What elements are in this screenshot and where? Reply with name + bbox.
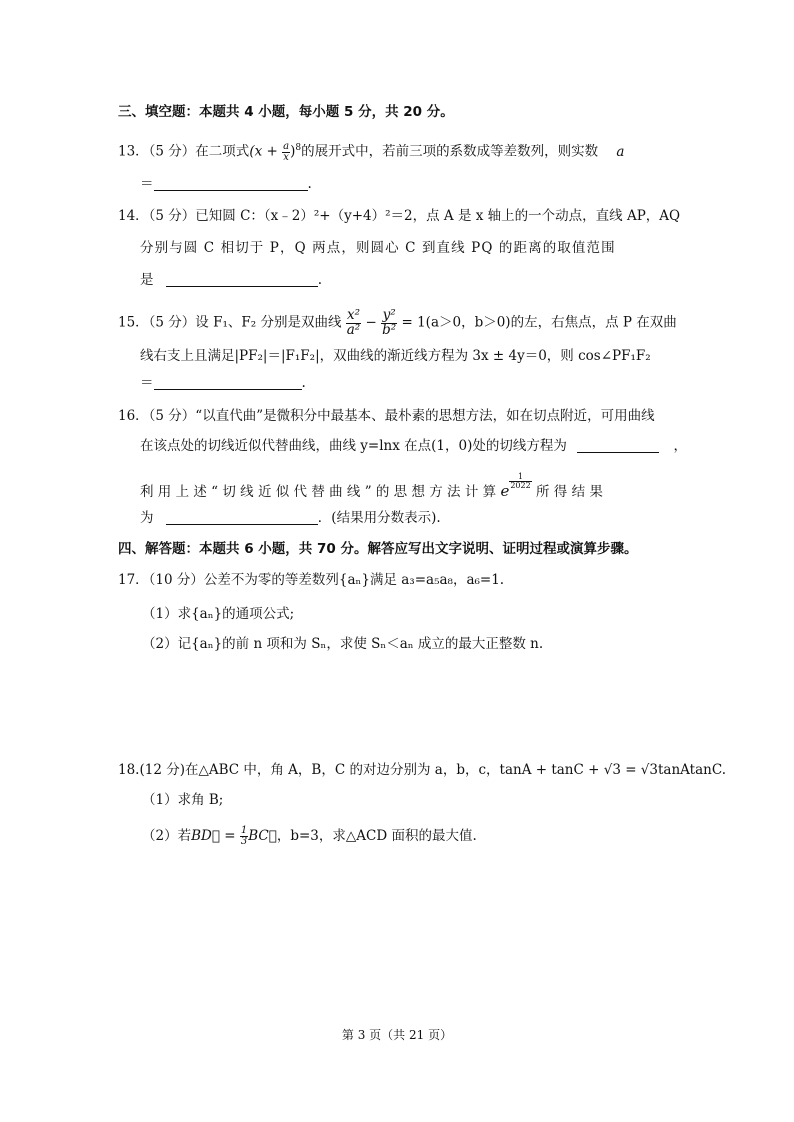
question-14-line-3 bbox=[140, 270, 322, 290]
q15-answer-blank[interactable] bbox=[154, 375, 302, 390]
q18-part2-suffix: ，b=3，求△ACD 面积的最大值. bbox=[276, 828, 477, 844]
question-14-line-1: 14．（5 分）已知圆 C：（x﹣2）²+（y+4）²＝2，点 A 是 x 轴上的一个动点，直线 AP，AQ bbox=[118, 208, 681, 224]
question-18-part-1: （1）求角 B; bbox=[142, 792, 224, 808]
question-17-stem: 17．（10 分）公差不为零的等差数列{aₙ}满足 a₃=a₅a₈，a₆=1. bbox=[118, 572, 505, 588]
q16-tangent-blank[interactable] bbox=[577, 438, 659, 453]
q15-minus: − bbox=[365, 314, 377, 331]
q14-answer-blank[interactable] bbox=[166, 272, 318, 287]
q16-line3-prefix: 利 用 上 述 “ 切 线 近 似 代 替 曲 线 ” 的 思 想 方 法 计 算 bbox=[140, 484, 497, 500]
q15-a2: a² bbox=[346, 321, 361, 338]
q16-answer-blank[interactable] bbox=[166, 510, 318, 525]
q13-power: 8 bbox=[295, 143, 302, 153]
q13-end: . bbox=[307, 176, 312, 192]
question-16-line-1: 16．（5 分）“以直代曲”是微积分中最基本、最朴素的思想方法，如在切点附近，可用曲线 bbox=[118, 408, 655, 424]
q13-answer-line bbox=[140, 174, 312, 194]
q15-y2: y² bbox=[382, 307, 396, 323]
q13-answer-blank[interactable] bbox=[154, 176, 308, 191]
q13-suffix: 的展开式中，若前三项的系数成等差数列，则实数 bbox=[301, 143, 599, 160]
q13-frac-den: x bbox=[283, 151, 289, 163]
question-18-stem: 18.(12 分)在△ABC 中，角 A，B，C 的对边分别为 a，b，c，tanA + tanC + √3 = √3tanAtanC. bbox=[118, 762, 726, 778]
q16-line2-end: ， bbox=[673, 438, 687, 454]
section-4-heading: 四、解答题：本题共 6 小题，共 70 分。解答应写出文字说明、证明过程或演算步骤。 bbox=[118, 541, 638, 557]
question-17-part-1: （1）求{aₙ}的通项公式; bbox=[142, 606, 295, 622]
question-13 bbox=[118, 138, 624, 163]
question-15-line-2: 线右支上且满足|PF₂|＝|F₁F₂|，双曲线的渐近线方程为 3x ± 4y＝0，则 cos∠PF₁F₂ bbox=[140, 348, 651, 364]
question-17-part-2: （2）记{aₙ}的前 n 项和为 Sₙ，求使 Sₙ＜aₙ 成立的最大正整数 n. bbox=[142, 636, 544, 652]
q18-part2-prefix: （2）若 bbox=[142, 828, 192, 844]
q15-prefix: 15．（5 分）设 F₁、F₂ 分别是双曲线 bbox=[118, 314, 342, 331]
q13-prefix: 13．（5 分）在二项式 bbox=[118, 143, 250, 160]
q15-end: . bbox=[301, 375, 306, 391]
q15-frac-y bbox=[381, 309, 397, 337]
q13-expr-pre: (x + bbox=[249, 143, 283, 160]
question-14-line-2: 分别与圆 C 相切于 P，Q 两点，则圆心 C 到直线 PQ 的距离的取值范围 bbox=[140, 240, 616, 256]
q15-b2: b² bbox=[382, 321, 397, 338]
question-16-line-2 bbox=[140, 436, 687, 456]
question-16-line-3 bbox=[140, 473, 603, 502]
question-15-line-1 bbox=[118, 309, 677, 337]
q15-x2: x² bbox=[346, 307, 360, 323]
q15-frac-x bbox=[346, 309, 361, 337]
q13-fraction bbox=[282, 142, 290, 163]
q16-line3-suffix: 所 得 结 果 bbox=[535, 484, 603, 500]
q18-frac-den: 3 bbox=[240, 836, 248, 847]
q16-e: e bbox=[500, 482, 510, 500]
q18-fraction bbox=[240, 826, 248, 847]
q15-answer-prefix: ＝ bbox=[140, 375, 154, 391]
q15-answer-line bbox=[140, 373, 306, 393]
q16-exp-den: 2022 bbox=[510, 481, 531, 490]
q18-bd-vector: BD⃗ = bbox=[191, 828, 240, 844]
question-18-part-2 bbox=[142, 826, 477, 847]
q13-answer-prefix: ＝ bbox=[140, 176, 154, 192]
question-16-line-4 bbox=[140, 508, 441, 528]
q16-exponent bbox=[509, 473, 531, 490]
q16-exp-num: 1 bbox=[517, 472, 524, 481]
q13-frac-num: a bbox=[283, 140, 290, 152]
section-3-heading: 三、填空题：本题共 4 小题，每小题 5 分，共 20 分。 bbox=[118, 104, 454, 120]
q16-line2-prefix: 在该点处的切线近似代替曲线，曲线 y=lnx 在点(1，0)处的切线方程为 bbox=[140, 438, 567, 454]
q13-expr-post: ) bbox=[290, 143, 296, 160]
q18-frac-num: 1 bbox=[240, 825, 248, 836]
q14-end: . bbox=[317, 272, 323, 288]
q16-line4-suffix: ．(结果用分数表示). bbox=[317, 510, 441, 526]
q14-line3-prefix: 是 bbox=[140, 272, 154, 288]
page-footer: 第 3 页（共 21 页） bbox=[341, 1028, 453, 1042]
q18-bc-vector: BC⃗ bbox=[248, 828, 277, 844]
q15-after-frac: = 1(a＞0，b＞0)的左，右焦点，点 P 在双曲 bbox=[401, 314, 677, 331]
q16-line4-prefix: 为 bbox=[140, 510, 154, 526]
q13-var: a bbox=[616, 143, 625, 160]
